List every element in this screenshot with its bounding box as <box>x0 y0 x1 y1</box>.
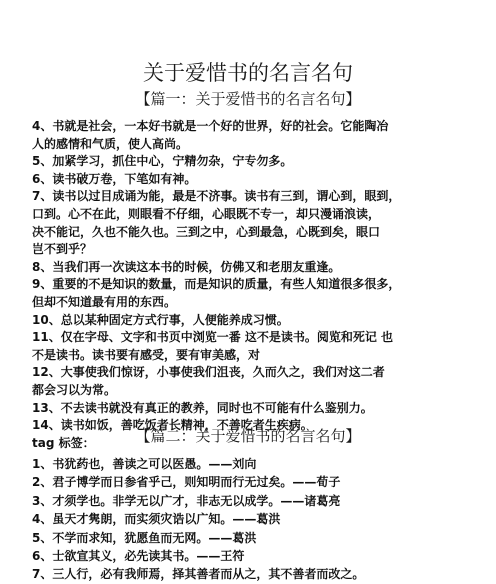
text-line: 5、加紧学习，抓住中心，宁精勿杂，宁专勿多。 <box>32 154 293 169</box>
document-title: 关于爱惜书的名言名句 <box>143 61 353 85</box>
text-line: 8、当我们再一次读这本书的时候，仿佛又和老朋友重逢。 <box>32 259 341 274</box>
text-line: 4、书就是社会，一本好书就是一个好的世界，好的社会。它能陶冶 <box>32 119 389 133</box>
text-line: 14、读书如饭，善吃饭者长精神，不善吃者生疾病。 <box>32 418 313 433</box>
text-line: 11、仅在字母、文字和书页中浏览一番 这不是读书。阅览和死记 也 <box>32 330 394 345</box>
text-line: 1、书犹药也，善读之可以医愚。——刘向 <box>32 457 257 471</box>
section-2-body <box>32 455 472 584</box>
text-line: 但却不知道最有用的东西。 <box>32 294 177 309</box>
section-heading-2: 【篇二：关于爱惜书的名言名句】 <box>135 427 361 445</box>
text-line: 都会习以为常。 <box>32 382 117 397</box>
text-line: 5、不学而求知，犹愿鱼而无网。——葛洪 <box>32 530 257 545</box>
text-line: 决不能记，久也不能久也。三到之中，心到最急，心既到矣，眼口 <box>32 224 381 239</box>
text-line: 7、三人行，必有我师焉，择其善者而从之，其不善者而改之。 <box>32 567 365 582</box>
text-line: 岂不到乎？ <box>32 242 93 257</box>
section-1-body <box>32 118 472 452</box>
text-line: 10、总以某种固定方式行事，人便能养成习惯。 <box>32 312 289 327</box>
section-heading-1: 【篇一：关于爱惜书的名言名句】 <box>135 90 361 108</box>
text-line: 口到。心不在此，则眼看不仔细，心眼既不专一，却只漫诵浪读， <box>32 206 381 221</box>
text-line: 3、才须学也。非学无以广才，非志无以成学。——诸葛亮 <box>32 493 341 508</box>
text-line: 7、读书以过目成诵为能，最是不济事。读书有三到，谓心到，眼到， <box>32 189 401 204</box>
text-line: 9、重要的不是知识的数量，而是知识的质量，有些人知道很多很多， <box>32 277 401 292</box>
text-line: 6、士欲宣其义，必先读其书。——王符 <box>32 548 245 563</box>
text-line: 人的感情和气质，使人高尚。 <box>32 136 189 151</box>
text-line: 不是读书。读书要有感受，要有审美感，对 <box>32 347 261 362</box>
text-line: 4、虽天才隽朗，而实须灾诰以广知。——葛洪 <box>32 512 281 527</box>
text-line: 13、不去读书就没有真正的教养，同时也不可能有什么鉴别力。 <box>32 400 373 415</box>
text-line: 6、读书破万卷，下笔如有神。 <box>32 171 197 186</box>
text-line: 2、君子博学而日参省乎己，则知明而行无过矣。——荀子 <box>32 475 341 490</box>
tag-label: tag 标签： <box>32 435 95 450</box>
text-line: 12、大事使我们惊讶，小事使我们沮丧，久而久之，我们对这二者 <box>32 365 385 380</box>
